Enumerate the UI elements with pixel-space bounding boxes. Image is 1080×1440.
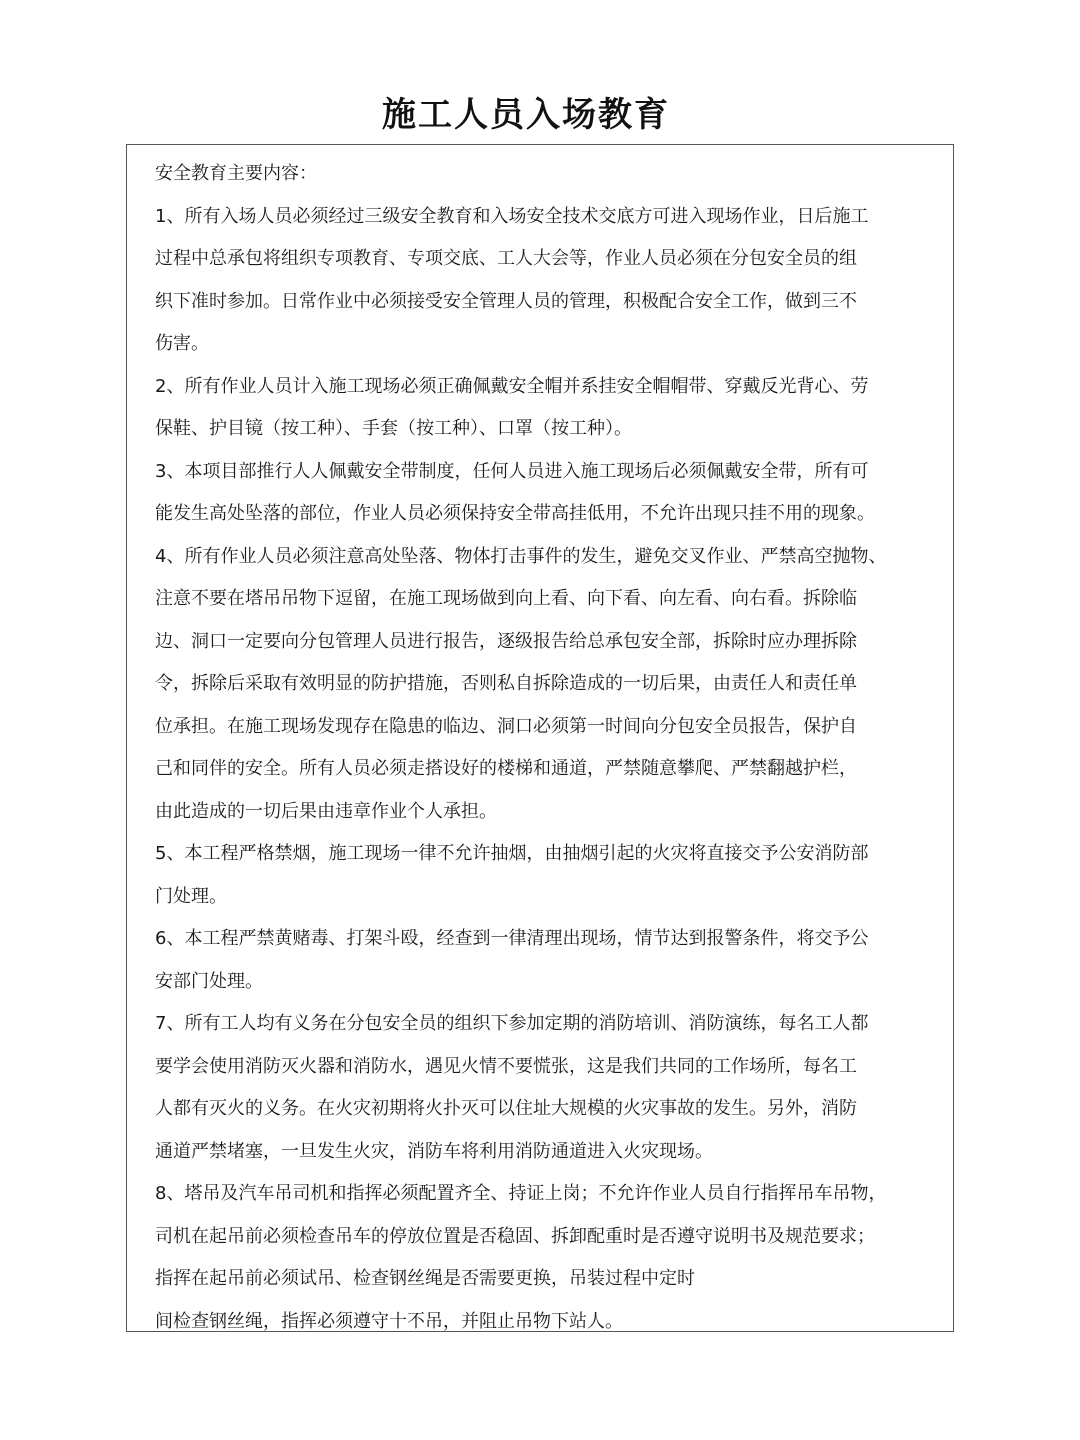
item-line: 通道严禁堵塞，一旦发生火灾，消防车将利用消防通道进入火灾现场。 — [155, 1140, 713, 1162]
item-1 — [155, 196, 933, 366]
item-line: 位承担。在施工现场发现存在隐患的临边、洞口必须第一时间向分包安全员报告，保护自 — [155, 715, 857, 737]
item-4 — [155, 536, 933, 834]
item-line: 边、洞口一定要向分包管理人员进行报告，逐级报告给总承包安全部，拆除时应办理拆除 — [155, 630, 857, 652]
item-line: 司机在起吊前必须检查吊车的停放位置是否稳固、拆卸配重时是否遵守说明书及规范要求； — [155, 1225, 875, 1247]
item-line: 8、塔吊及汽车吊司机和指挥必须配置齐全、持证上岗；不允许作业人员自行指挥吊车吊物， — [155, 1183, 887, 1204]
item-line: 令，拆除后采取有效明显的防护措施，否则私自拆除造成的一切后果，由责任人和责任单 — [155, 673, 857, 694]
education-content-box — [126, 144, 954, 1332]
item-line: 6、本工程严禁黄赌毒、打架斗殴，经查到一律清理出现场，情节达到报警条件，将交予公 — [155, 928, 869, 949]
item-line: 过程中总承包将组织专项教育、专项交底、工人大会等，作业人员必须在分包安全员的组 — [155, 248, 857, 269]
item-line: 织下准时参加。日常作业中必须接受安全管理人员的管理，积极配合安全工作，做到三不 — [155, 290, 857, 312]
item-line: 由此造成的一切后果由违章作业个人承担。 — [155, 800, 497, 822]
item-line: 5、本工程严格禁烟，施工现场一律不允许抽烟，由抽烟引起的火灾将直接交予公安消防部 — [155, 843, 869, 864]
document-title: 施工人员入场教育 — [382, 95, 670, 135]
item-line: 己和同伴的安全。所有人员必须走搭设好的楼梯和通道，严禁随意攀爬、严禁翻越护栏， — [155, 758, 857, 779]
item-line: 注意不要在塔吊吊物下逗留，在施工现场做到向上看、向下看、向左看、向右看。拆除临 — [155, 588, 857, 609]
item-7 — [155, 1003, 933, 1173]
item-line: 保鞋、护目镜（按工种）、手套（按工种）、口罩（按工种）。 — [155, 418, 632, 439]
item-6 — [155, 918, 933, 1003]
item-line: 2、所有作业人员计入施工现场必须正确佩戴安全帽并系挂安全帽帽带、穿戴反光背心、劳 — [155, 375, 869, 397]
item-8 — [155, 1173, 933, 1343]
item-line: 1、所有入场人员必须经过三级安全教育和入场安全技术交底方可进入现场作业，日后施工 — [155, 205, 869, 227]
item-line: 7、所有工人均有义务在分包安全员的组织下参加定期的消防培训、消防演练，每名工人都 — [155, 1013, 869, 1034]
item-line: 4、所有作业人员必须注意高处坠落、物体打击事件的发生，避免交叉作业、严禁高空抛物、 — [155, 545, 887, 567]
item-3 — [155, 451, 933, 536]
item-line: 伤害。 — [155, 333, 209, 354]
intro-heading: 安全教育主要内容： — [155, 163, 317, 184]
item-line: 指挥在起吊前必须试吊、检查钢丝绳是否需要更换，吊装过程中定时 — [155, 1268, 695, 1289]
item-2 — [155, 366, 933, 451]
item-line: 3、本项目部推行人人佩戴安全带制度，任何人员进入施工现场后必须佩戴安全带，所有可 — [155, 460, 869, 482]
item-line: 能发生高处坠落的部位，作业人员必须保持安全带高挂低用，不允许出现只挂不用的现象。 — [155, 503, 875, 524]
item-line: 人都有灭火的义务。在火灾初期将火扑灭可以住址大规模的火灾事故的发生。另外，消防 — [155, 1098, 857, 1119]
item-line: 门处理。 — [155, 885, 227, 907]
item-5 — [155, 833, 933, 918]
item-line: 安部门处理。 — [155, 970, 263, 992]
item-line: 间检查钢丝绳，指挥必须遵守十不吊，并阻止吊物下站人。 — [155, 1310, 623, 1332]
item-line: 要学会使用消防灭火器和消防水，遇见火情不要慌张，这是我们共同的工作场所，每名工 — [155, 1055, 857, 1077]
